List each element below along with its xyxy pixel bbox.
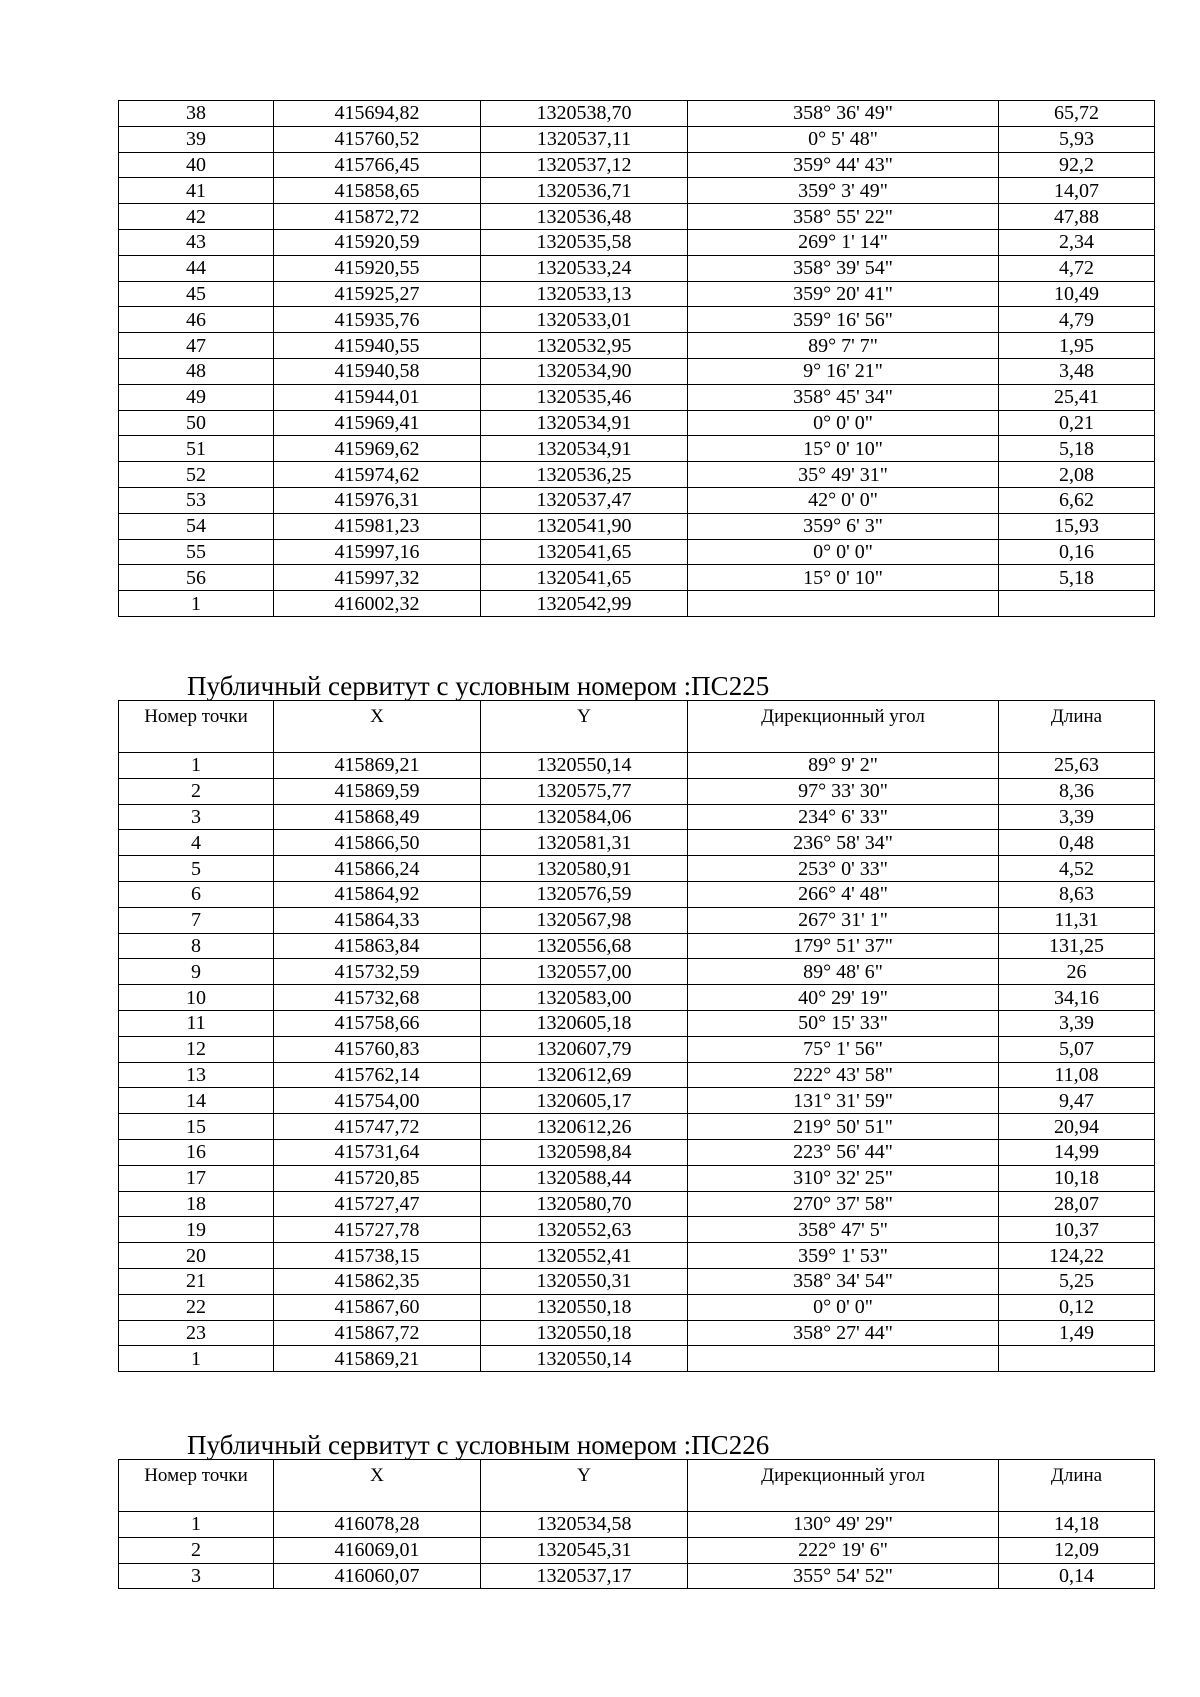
table-row	[119, 1294, 1155, 1320]
cell-length: 25,63	[999, 753, 1155, 779]
cell-direction-angle: 359° 16' 56"	[688, 307, 999, 333]
cell-x: 415766,45	[274, 152, 481, 178]
cell-length: 10,18	[999, 1165, 1155, 1191]
table-row	[119, 985, 1155, 1011]
cell-direction-angle: 223° 56' 44"	[688, 1139, 999, 1165]
cell-length: 5,18	[999, 436, 1155, 462]
cell-point-number: 7	[119, 907, 274, 933]
header-point-number: Номер точки	[119, 701, 274, 753]
cell-point-number: 1	[119, 1512, 274, 1538]
cell-x: 415862,35	[274, 1268, 481, 1294]
table-header-row	[119, 701, 1155, 753]
cell-point-number: 47	[119, 333, 274, 359]
table-row	[119, 778, 1155, 804]
table-row	[119, 462, 1155, 488]
cell-direction-angle: 89° 48' 6"	[688, 959, 999, 985]
cell-direction-angle: 358° 55' 22"	[688, 204, 999, 230]
cell-direction-angle: 236° 58' 34"	[688, 830, 999, 856]
table-row	[119, 933, 1155, 959]
table-row	[119, 1062, 1155, 1088]
header-x: X	[274, 701, 481, 753]
cell-direction-angle: 89° 7' 7"	[688, 333, 999, 359]
cell-point-number: 40	[119, 152, 274, 178]
cell-y: 1320536,25	[481, 462, 688, 488]
cell-y: 1320575,77	[481, 778, 688, 804]
cell-y: 1320542,99	[481, 591, 688, 617]
cell-x: 416002,32	[274, 591, 481, 617]
table-row	[119, 281, 1155, 307]
cell-point-number: 19	[119, 1217, 274, 1243]
cell-length: 34,16	[999, 985, 1155, 1011]
cell-x: 415925,27	[274, 281, 481, 307]
table-row	[119, 436, 1155, 462]
cell-length: 26	[999, 959, 1155, 985]
header-y: Y	[481, 701, 688, 753]
cell-length: 2,08	[999, 462, 1155, 488]
cell-length: 0,12	[999, 1294, 1155, 1320]
cell-x: 415720,85	[274, 1165, 481, 1191]
cell-point-number: 1	[119, 753, 274, 779]
cell-x: 415731,64	[274, 1139, 481, 1165]
table-row	[119, 152, 1155, 178]
cell-y: 1320537,47	[481, 487, 688, 513]
cell-length: 0,48	[999, 830, 1155, 856]
cell-point-number: 43	[119, 229, 274, 255]
cell-direction-angle: 9° 16' 21"	[688, 358, 999, 384]
table-row	[119, 178, 1155, 204]
cell-direction-angle: 358° 36' 49"	[688, 101, 999, 127]
cell-x: 415863,84	[274, 933, 481, 959]
cell-x: 415866,24	[274, 856, 481, 882]
cell-length	[999, 1346, 1155, 1372]
cell-point-number: 21	[119, 1268, 274, 1294]
cell-x: 415976,31	[274, 487, 481, 513]
cell-y: 1320598,84	[481, 1139, 688, 1165]
cell-point-number: 13	[119, 1062, 274, 1088]
cell-point-number: 45	[119, 281, 274, 307]
cell-x: 415762,14	[274, 1062, 481, 1088]
cell-direction-angle: 0° 5' 48"	[688, 126, 999, 152]
table-row	[119, 591, 1155, 617]
cell-point-number: 23	[119, 1320, 274, 1346]
cell-point-number: 1	[119, 1346, 274, 1372]
cell-y: 1320612,26	[481, 1114, 688, 1140]
cell-y: 1320550,18	[481, 1294, 688, 1320]
cell-point-number: 6	[119, 881, 274, 907]
cell-y: 1320605,17	[481, 1088, 688, 1114]
cell-x: 415974,62	[274, 462, 481, 488]
cell-x: 415920,59	[274, 229, 481, 255]
cell-direction-angle: 253° 0' 33"	[688, 856, 999, 882]
table-row	[119, 255, 1155, 281]
cell-length: 0,21	[999, 410, 1155, 436]
cell-direction-angle: 50° 15' 33"	[688, 1010, 999, 1036]
cell-y: 1320550,31	[481, 1268, 688, 1294]
cell-y: 1320550,14	[481, 753, 688, 779]
cell-point-number: 55	[119, 539, 274, 565]
table-row	[119, 333, 1155, 359]
cell-direction-angle: 0° 0' 0"	[688, 410, 999, 436]
cell-y: 1320557,00	[481, 959, 688, 985]
cell-y: 1320537,17	[481, 1563, 688, 1589]
cell-y: 1320533,13	[481, 281, 688, 307]
cell-direction-angle: 97° 33' 30"	[688, 778, 999, 804]
cell-x: 415694,82	[274, 101, 481, 127]
cell-direction-angle: 35° 49' 31"	[688, 462, 999, 488]
table-row	[119, 204, 1155, 230]
cell-y: 1320532,95	[481, 333, 688, 359]
cell-point-number: 52	[119, 462, 274, 488]
cell-point-number: 14	[119, 1088, 274, 1114]
cell-x: 415969,62	[274, 436, 481, 462]
cell-y: 1320537,11	[481, 126, 688, 152]
cell-length: 1,49	[999, 1320, 1155, 1346]
section-title-ps226: Публичный сервитут с условным номером :ПС226	[187, 1430, 770, 1460]
cell-x: 415997,16	[274, 539, 481, 565]
cell-x: 416069,01	[274, 1537, 481, 1563]
header-length: Длина	[999, 701, 1155, 753]
cell-point-number: 53	[119, 487, 274, 513]
cell-y: 1320588,44	[481, 1165, 688, 1191]
cell-direction-angle	[688, 1346, 999, 1372]
cell-length: 9,47	[999, 1088, 1155, 1114]
cell-length: 5,18	[999, 565, 1155, 591]
cell-length: 3,39	[999, 804, 1155, 830]
cell-length: 8,36	[999, 778, 1155, 804]
cell-y: 1320580,70	[481, 1191, 688, 1217]
cell-direction-angle: 267° 31' 1"	[688, 907, 999, 933]
cell-point-number: 39	[119, 126, 274, 152]
cell-y: 1320545,31	[481, 1537, 688, 1563]
cell-x: 415754,00	[274, 1088, 481, 1114]
cell-point-number: 17	[119, 1165, 274, 1191]
cell-y: 1320612,69	[481, 1062, 688, 1088]
cell-direction-angle: 222° 19' 6"	[688, 1537, 999, 1563]
cell-x: 415758,66	[274, 1010, 481, 1036]
cell-point-number: 54	[119, 513, 274, 539]
cell-x: 415760,52	[274, 126, 481, 152]
cell-point-number: 20	[119, 1243, 274, 1269]
table-row	[119, 1139, 1155, 1165]
cell-direction-angle: 219° 50' 51"	[688, 1114, 999, 1140]
table-row	[119, 1114, 1155, 1140]
cell-point-number: 22	[119, 1294, 274, 1320]
cell-length: 15,93	[999, 513, 1155, 539]
cell-point-number: 38	[119, 101, 274, 127]
cell-y: 1320567,98	[481, 907, 688, 933]
table-row	[119, 804, 1155, 830]
cell-direction-angle: 15° 0' 10"	[688, 565, 999, 591]
cell-y: 1320583,00	[481, 985, 688, 1011]
cell-length: 14,07	[999, 178, 1155, 204]
cell-x: 415981,23	[274, 513, 481, 539]
cell-length: 92,2	[999, 152, 1155, 178]
cell-direction-angle: 0° 0' 0"	[688, 539, 999, 565]
table-row	[119, 959, 1155, 985]
table-row	[119, 358, 1155, 384]
cell-point-number: 49	[119, 384, 274, 410]
cell-y: 1320533,24	[481, 255, 688, 281]
cell-direction-angle: 355° 54' 52"	[688, 1563, 999, 1589]
cell-length: 124,22	[999, 1243, 1155, 1269]
cell-y: 1320580,91	[481, 856, 688, 882]
cell-point-number: 41	[119, 178, 274, 204]
table-row	[119, 229, 1155, 255]
cell-length: 5,07	[999, 1036, 1155, 1062]
cell-point-number: 42	[119, 204, 274, 230]
cell-length: 47,88	[999, 204, 1155, 230]
cell-point-number: 46	[119, 307, 274, 333]
cell-point-number: 15	[119, 1114, 274, 1140]
table-row	[119, 513, 1155, 539]
table-row	[119, 1320, 1155, 1346]
cell-y: 1320535,46	[481, 384, 688, 410]
cell-length: 4,72	[999, 255, 1155, 281]
cell-x: 415727,47	[274, 1191, 481, 1217]
cell-length: 20,94	[999, 1114, 1155, 1140]
cell-point-number: 50	[119, 410, 274, 436]
table-header-row	[119, 1460, 1155, 1512]
table-row	[119, 1217, 1155, 1243]
cell-x: 415944,01	[274, 384, 481, 410]
cell-length: 11,31	[999, 907, 1155, 933]
cell-y: 1320581,31	[481, 830, 688, 856]
cell-y: 1320534,90	[481, 358, 688, 384]
table-row	[119, 830, 1155, 856]
table-row	[119, 856, 1155, 882]
cell-direction-angle: 359° 44' 43"	[688, 152, 999, 178]
table-row	[119, 384, 1155, 410]
cell-x: 415727,78	[274, 1217, 481, 1243]
cell-direction-angle: 358° 45' 34"	[688, 384, 999, 410]
cell-length: 28,07	[999, 1191, 1155, 1217]
table-row	[119, 1088, 1155, 1114]
cell-point-number: 2	[119, 1537, 274, 1563]
cell-y: 1320550,18	[481, 1320, 688, 1346]
header-length: Длина	[999, 1460, 1155, 1512]
cell-y: 1320607,79	[481, 1036, 688, 1062]
header-y: Y	[481, 1460, 688, 1512]
table-row	[119, 1512, 1155, 1538]
cell-length: 6,62	[999, 487, 1155, 513]
cell-length: 0,14	[999, 1563, 1155, 1589]
cell-length: 0,16	[999, 539, 1155, 565]
cell-length: 4,52	[999, 856, 1155, 882]
coordinates-table-1	[118, 100, 1155, 617]
cell-x: 415935,76	[274, 307, 481, 333]
cell-point-number: 16	[119, 1139, 274, 1165]
coordinates-table-ps226	[118, 1459, 1155, 1589]
cell-point-number: 51	[119, 436, 274, 462]
cell-x: 415940,58	[274, 358, 481, 384]
cell-direction-angle: 75° 1' 56"	[688, 1036, 999, 1062]
cell-x: 416078,28	[274, 1512, 481, 1538]
table-row	[119, 907, 1155, 933]
cell-length: 12,09	[999, 1537, 1155, 1563]
cell-x: 415869,59	[274, 778, 481, 804]
cell-length: 131,25	[999, 933, 1155, 959]
cell-direction-angle: 358° 47' 5"	[688, 1217, 999, 1243]
cell-direction-angle: 0° 0' 0"	[688, 1294, 999, 1320]
cell-point-number: 8	[119, 933, 274, 959]
cell-y: 1320605,18	[481, 1010, 688, 1036]
cell-point-number: 44	[119, 255, 274, 281]
table-row	[119, 126, 1155, 152]
cell-point-number: 2	[119, 778, 274, 804]
cell-x: 415867,72	[274, 1320, 481, 1346]
section-title-ps225: Публичный сервитут с условным номером :ПС225	[187, 671, 770, 701]
cell-direction-angle: 359° 1' 53"	[688, 1243, 999, 1269]
cell-length: 14,99	[999, 1139, 1155, 1165]
cell-length: 5,93	[999, 126, 1155, 152]
cell-y: 1320533,01	[481, 307, 688, 333]
cell-y: 1320556,68	[481, 933, 688, 959]
cell-x: 415869,21	[274, 753, 481, 779]
cell-y: 1320552,41	[481, 1243, 688, 1269]
cell-length: 11,08	[999, 1062, 1155, 1088]
cell-direction-angle: 358° 34' 54"	[688, 1268, 999, 1294]
table-row	[119, 1243, 1155, 1269]
cell-direction-angle: 269° 1' 14"	[688, 229, 999, 255]
cell-x: 415760,83	[274, 1036, 481, 1062]
cell-x: 415867,60	[274, 1294, 481, 1320]
cell-x: 415869,21	[274, 1346, 481, 1372]
cell-y: 1320552,63	[481, 1217, 688, 1243]
header-direction-angle: Дирекционный угол	[688, 1460, 999, 1512]
cell-direction-angle: 310° 32' 25"	[688, 1165, 999, 1191]
cell-y: 1320538,70	[481, 101, 688, 127]
cell-point-number: 56	[119, 565, 274, 591]
table-row	[119, 410, 1155, 436]
cell-y: 1320534,91	[481, 410, 688, 436]
table-row	[119, 1268, 1155, 1294]
cell-direction-angle: 358° 27' 44"	[688, 1320, 999, 1346]
cell-length: 65,72	[999, 101, 1155, 127]
cell-y: 1320541,65	[481, 565, 688, 591]
cell-length: 4,79	[999, 307, 1155, 333]
cell-point-number: 3	[119, 1563, 274, 1589]
table-row	[119, 565, 1155, 591]
cell-length: 5,25	[999, 1268, 1155, 1294]
cell-direction-angle: 40° 29' 19"	[688, 985, 999, 1011]
cell-y: 1320541,90	[481, 513, 688, 539]
cell-length: 3,48	[999, 358, 1155, 384]
cell-x: 415868,49	[274, 804, 481, 830]
cell-y: 1320537,12	[481, 152, 688, 178]
cell-direction-angle: 42° 0' 0"	[688, 487, 999, 513]
table-row	[119, 539, 1155, 565]
cell-y: 1320536,48	[481, 204, 688, 230]
header-point-number: Номер точки	[119, 1460, 274, 1512]
cell-direction-angle	[688, 591, 999, 617]
cell-y: 1320576,59	[481, 881, 688, 907]
cell-direction-angle: 222° 43' 58"	[688, 1062, 999, 1088]
cell-x: 415940,55	[274, 333, 481, 359]
cell-point-number: 12	[119, 1036, 274, 1062]
cell-point-number: 4	[119, 830, 274, 856]
cell-point-number: 3	[119, 804, 274, 830]
cell-direction-angle: 234° 6' 33"	[688, 804, 999, 830]
cell-direction-angle: 358° 39' 54"	[688, 255, 999, 281]
cell-y: 1320541,65	[481, 539, 688, 565]
cell-x: 415747,72	[274, 1114, 481, 1140]
table-row	[119, 753, 1155, 779]
table-row	[119, 487, 1155, 513]
coordinates-table-ps225	[118, 700, 1155, 1372]
cell-length	[999, 591, 1155, 617]
cell-direction-angle: 179° 51' 37"	[688, 933, 999, 959]
table-row	[119, 1191, 1155, 1217]
cell-x: 415872,72	[274, 204, 481, 230]
cell-x: 415866,50	[274, 830, 481, 856]
cell-direction-angle: 359° 3' 49"	[688, 178, 999, 204]
table-row	[119, 101, 1155, 127]
cell-direction-angle: 266° 4' 48"	[688, 881, 999, 907]
cell-length: 10,49	[999, 281, 1155, 307]
cell-point-number: 5	[119, 856, 274, 882]
cell-y: 1320535,58	[481, 229, 688, 255]
header-x: X	[274, 1460, 481, 1512]
header-direction-angle: Дирекционный угол	[688, 701, 999, 753]
cell-direction-angle: 359° 6' 3"	[688, 513, 999, 539]
cell-point-number: 9	[119, 959, 274, 985]
table-row	[119, 307, 1155, 333]
cell-length: 10,37	[999, 1217, 1155, 1243]
cell-direction-angle: 15° 0' 10"	[688, 436, 999, 462]
cell-x: 415864,33	[274, 907, 481, 933]
cell-point-number: 10	[119, 985, 274, 1011]
cell-point-number: 48	[119, 358, 274, 384]
table-row	[119, 1537, 1155, 1563]
cell-direction-angle: 131° 31' 59"	[688, 1088, 999, 1114]
cell-point-number: 18	[119, 1191, 274, 1217]
table-row	[119, 1346, 1155, 1372]
table-row	[119, 1036, 1155, 1062]
cell-y: 1320584,06	[481, 804, 688, 830]
cell-x: 415732,68	[274, 985, 481, 1011]
table-row	[119, 1010, 1155, 1036]
cell-y: 1320534,58	[481, 1512, 688, 1538]
cell-length: 2,34	[999, 229, 1155, 255]
cell-direction-angle: 270° 37' 58"	[688, 1191, 999, 1217]
cell-x: 415858,65	[274, 178, 481, 204]
cell-y: 1320534,91	[481, 436, 688, 462]
cell-point-number: 1	[119, 591, 274, 617]
cell-length: 8,63	[999, 881, 1155, 907]
cell-x: 415738,15	[274, 1243, 481, 1269]
cell-length: 1,95	[999, 333, 1155, 359]
cell-length: 3,39	[999, 1010, 1155, 1036]
cell-x: 415864,92	[274, 881, 481, 907]
cell-y: 1320550,14	[481, 1346, 688, 1372]
cell-length: 14,18	[999, 1512, 1155, 1538]
cell-direction-angle: 359° 20' 41"	[688, 281, 999, 307]
table-row	[119, 1165, 1155, 1191]
cell-x: 415920,55	[274, 255, 481, 281]
cell-direction-angle: 89° 9' 2"	[688, 753, 999, 779]
cell-x: 415969,41	[274, 410, 481, 436]
cell-x: 415732,59	[274, 959, 481, 985]
cell-y: 1320536,71	[481, 178, 688, 204]
cell-direction-angle: 130° 49' 29"	[688, 1512, 999, 1538]
table-row	[119, 1563, 1155, 1589]
table-row	[119, 881, 1155, 907]
cell-length: 25,41	[999, 384, 1155, 410]
cell-x: 415997,32	[274, 565, 481, 591]
cell-x: 416060,07	[274, 1563, 481, 1589]
cell-point-number: 11	[119, 1010, 274, 1036]
